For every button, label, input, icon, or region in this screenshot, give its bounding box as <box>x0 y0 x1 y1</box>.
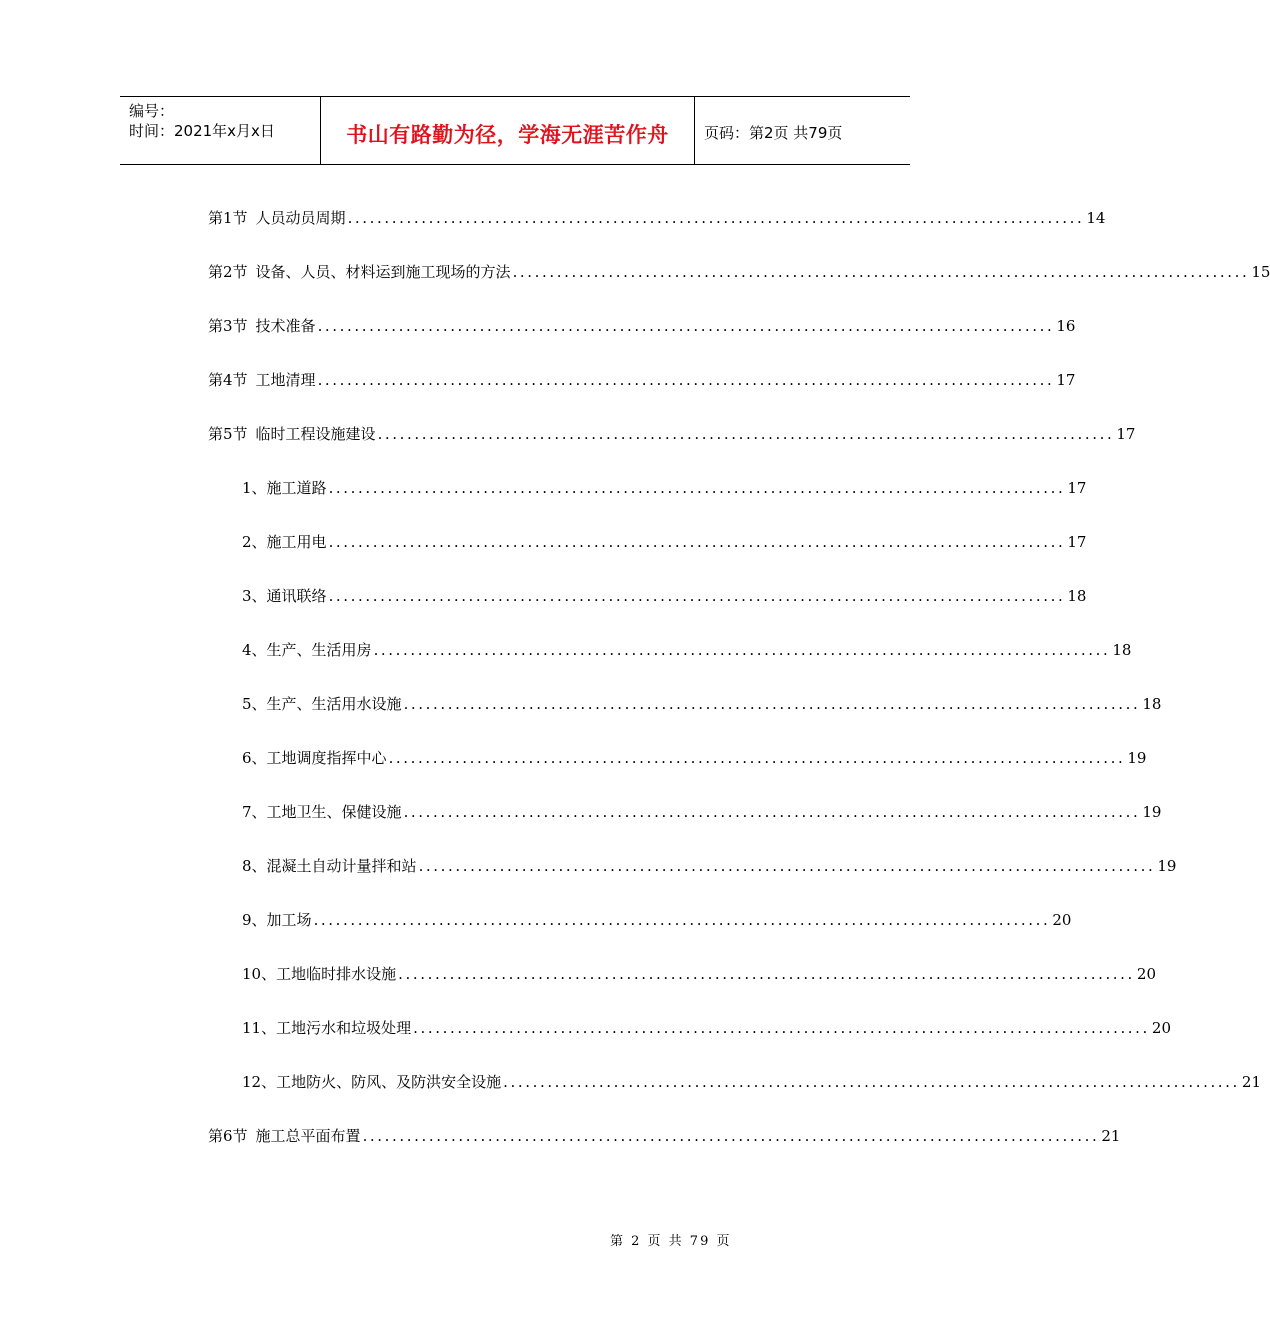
toc-entry-title: 工地临时排水设施 <box>276 965 397 983</box>
toc-entry[interactable] <box>208 315 1076 337</box>
toc-entry-page: 18 <box>1142 695 1162 713</box>
toc-entry-page: 14 <box>1086 209 1106 227</box>
toc-subentry[interactable] <box>242 747 1147 769</box>
toc-entry-number: 第1节 <box>208 209 248 227</box>
toc-entry[interactable] <box>208 261 1270 283</box>
toc-entry-title: 人员动员周期 <box>255 209 346 227</box>
toc-entry[interactable] <box>208 369 1076 391</box>
toc-leader-dots: .................................................................................................... <box>313 911 1051 929</box>
toc-entry-page: 16 <box>1056 317 1076 335</box>
toc-entry-page: 17 <box>1116 425 1136 443</box>
toc-entry-number: 第6节 <box>208 1127 248 1145</box>
toc-subentry[interactable] <box>242 477 1087 499</box>
toc-entry-title: 混凝土自动计量拌和站 <box>266 857 417 875</box>
toc-entry-number: 7、 <box>242 803 267 821</box>
toc-leader-dots: .................................................................................................... <box>328 587 1066 605</box>
toc-entry[interactable] <box>208 423 1136 445</box>
toc-entry-title: 工地调度指挥中心 <box>266 749 387 767</box>
toc-entry-number: 第5节 <box>208 425 248 443</box>
toc-entry-title: 加工场 <box>266 911 312 929</box>
toc-leader-dots: .................................................................................................... <box>328 533 1066 551</box>
toc-entry-page: 19 <box>1142 803 1162 821</box>
toc-leader-dots: .................................................................................................... <box>328 479 1066 497</box>
toc-subentry[interactable] <box>242 585 1087 607</box>
toc-entry-title: 通讯联络 <box>266 587 327 605</box>
toc-entry-title: 工地防火、防风、及防洪安全设施 <box>276 1073 502 1091</box>
toc-entry-number: 8、 <box>242 857 267 875</box>
toc-leader-dots: .................................................................................................... <box>362 1127 1100 1145</box>
toc-leader-dots: .................................................................................................... <box>377 425 1115 443</box>
toc-leader-dots: .................................................................................................... <box>347 209 1085 227</box>
toc-subentry[interactable] <box>242 855 1177 877</box>
header-motto: 书山有路勤为径，学海无涯苦作舟 <box>346 123 669 147</box>
toc-entry-page: 21 <box>1241 1073 1262 1091</box>
toc-leader-dots: .................................................................................................... <box>373 641 1111 659</box>
toc-subentry[interactable] <box>242 1071 1262 1093</box>
toc-leader-dots: .................................................................................................... <box>413 1019 1150 1037</box>
toc-entry-page: 17 <box>1067 533 1087 551</box>
toc-leader-dots: .................................................................................................... <box>403 803 1141 821</box>
toc-entry-number: 第4节 <box>208 371 248 389</box>
toc-entry-title: 设备、人员、材料运到施工现场的方法 <box>255 263 511 281</box>
toc-entry[interactable] <box>208 207 1106 229</box>
toc-subentry[interactable] <box>242 1017 1172 1039</box>
toc-entry-page: 19 <box>1127 749 1147 767</box>
toc-leader-dots: .................................................................................................... <box>317 317 1055 335</box>
toc-subentry[interactable] <box>242 801 1162 823</box>
page-header <box>120 96 910 165</box>
toc-entry-page: 18 <box>1067 587 1087 605</box>
toc-entry-page: 20 <box>1151 1019 1172 1037</box>
toc-entry-title: 施工用电 <box>266 533 327 551</box>
toc-entry-number: 5、 <box>242 695 267 713</box>
toc-entry-title: 临时工程设施建设 <box>255 425 376 443</box>
header-page-info: 页码：第2页 共79页 <box>704 124 843 142</box>
toc-entry-number: 4、 <box>242 641 267 659</box>
toc-entry-page: 19 <box>1157 857 1177 875</box>
toc-leader-dots: .................................................................................................... <box>398 965 1135 983</box>
toc-entry-title: 生产、生活用房 <box>266 641 372 659</box>
toc-entry-title: 工地卫生、保健设施 <box>266 803 402 821</box>
document-number-label: 编号： <box>129 102 175 120</box>
toc-entry-title: 工地清理 <box>255 371 316 389</box>
toc-entry-page: 17 <box>1056 371 1076 389</box>
toc-entry-number: 1、 <box>242 479 267 497</box>
toc-entry-page: 15 <box>1251 263 1270 281</box>
toc-leader-dots: .................................................................................................... <box>388 749 1126 767</box>
toc-entry-title: 施工总平面布置 <box>255 1127 361 1145</box>
toc-entry-title: 工地污水和垃圾处理 <box>276 1019 412 1037</box>
document-time-label: 时间：2021年x月x日 <box>129 122 275 140</box>
toc-subentry[interactable] <box>242 909 1072 931</box>
toc-leader-dots: .................................................................................................... <box>317 371 1055 389</box>
toc-subentry[interactable] <box>242 963 1157 985</box>
toc-entry-title: 施工道路 <box>266 479 327 497</box>
toc-entry-number: 12、 <box>242 1073 277 1091</box>
toc-entry-number: 2、 <box>242 533 267 551</box>
toc-entry-number: 第2节 <box>208 263 248 281</box>
toc-leader-dots: .................................................................................................... <box>418 857 1156 875</box>
toc-entry-page: 21 <box>1101 1127 1121 1145</box>
toc-leader-dots: .................................................................................................... <box>403 695 1141 713</box>
toc-entry-number: 第3节 <box>208 317 248 335</box>
toc-subentry[interactable] <box>242 639 1132 661</box>
toc-leader-dots: .................................................................................................... <box>503 1073 1240 1091</box>
page-footer: 第 2 页 共 79 页 <box>610 1234 732 1249</box>
toc-entry-title: 技术准备 <box>255 317 316 335</box>
toc-entry-page: 17 <box>1067 479 1087 497</box>
toc-entry-number: 9、 <box>242 911 267 929</box>
toc-entry-number: 6、 <box>242 749 267 767</box>
toc-entry-number: 3、 <box>242 587 267 605</box>
toc-entry-title: 生产、生活用水设施 <box>266 695 402 713</box>
toc-entry-page: 20 <box>1136 965 1157 983</box>
toc-leader-dots: .................................................................................................... <box>512 263 1250 281</box>
toc-entry-number: 11、 <box>242 1019 277 1037</box>
toc-entry[interactable] <box>208 1125 1121 1147</box>
header-motto-cell <box>321 97 695 164</box>
header-page-cell <box>695 97 910 164</box>
toc-entry-number: 10、 <box>242 965 277 983</box>
header-info-cell <box>120 97 321 164</box>
toc-subentry[interactable] <box>242 693 1162 715</box>
toc-subentry[interactable] <box>242 531 1087 553</box>
toc-entry-page: 20 <box>1052 911 1072 929</box>
toc-entry-page: 18 <box>1112 641 1132 659</box>
